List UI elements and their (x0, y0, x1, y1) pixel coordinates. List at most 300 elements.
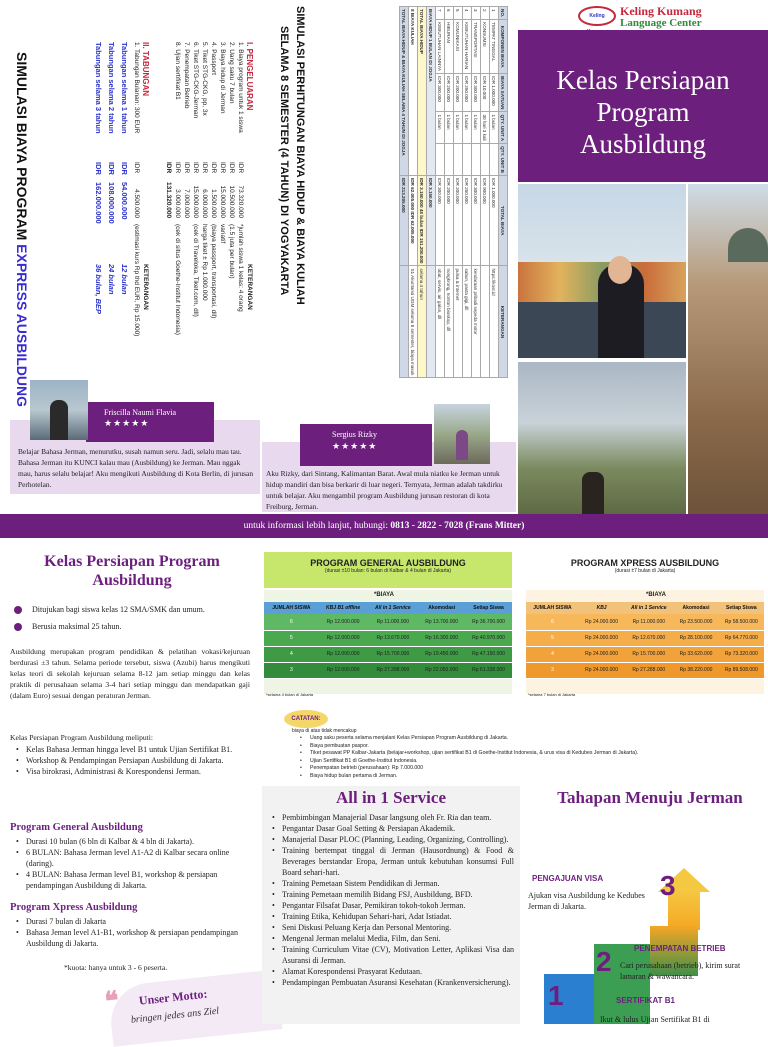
testimonial-text-1: Belajar Bahasa Jerman, menurutku, susah namun seru. Jadi, selalu mau tau. Bahasa Jerman itu KUNCI kalau mau (Ausbildung) ke Jerman. Mau nggak mau, harus selalu belajar! Aku mengikuti Ausbildung di Kota Berlin, di jurusan Perhotelan. (18, 447, 254, 489)
step-betrieb-title: PENEMPATAN BETRIEB (634, 944, 726, 953)
summary-amount: IDR 62.005.000 IDR 62.005.000 (409, 175, 418, 266)
living-cell: IDR 1.000.000 (490, 74, 499, 112)
general-program-heading: Program General Ausbildung (10, 822, 143, 833)
service-item: • Training Etika, Kehidupan Sehari-hari, Adat Istiadat. (270, 911, 514, 922)
table-row (526, 662, 764, 678)
service-item: • Pendampingan Pembuatan Asuransi Kesehatan (Krankenversicherung). (270, 977, 514, 988)
living-cell: nongkrong, nonton bioskop, dll (445, 266, 454, 378)
step-number-2: 2 (596, 946, 612, 977)
living-cell: 1 bulan (454, 112, 463, 144)
expense-currency: IDR (210, 162, 217, 174)
intro-title: Kelas Persiapan Program Ausbildung (44, 553, 220, 589)
savings-currency: IDR (107, 162, 116, 175)
fee-cell: Rp 12.000.000 (319, 646, 368, 662)
summary-label: 8 BIAYA KULIAH (409, 7, 418, 176)
fee-header-cell: All in 1 Service (624, 602, 673, 614)
fee-cell: Rp 58.500.000 (719, 614, 764, 630)
living-cell: kendaraan pribadi sepeda motor (472, 266, 481, 378)
savings-note: 36 bulan, BEP (94, 264, 103, 315)
living-cell: IDR 10.000 (481, 74, 490, 112)
living-cell: 1 bulan (436, 112, 445, 144)
testimonial-name-bar-1 (86, 402, 214, 442)
fee-cell: Rp 64.770.000 (719, 630, 764, 646)
expense-row (200, 42, 209, 374)
expense-label: 8. Ujian sertifikat B1 (174, 42, 181, 100)
testimonial-name-1: Friscilla Naumi Flavia (104, 408, 176, 417)
fee-cell: Rp 33.620.000 (673, 646, 718, 662)
living-cell: pulsa & internet (454, 266, 463, 378)
summary-note (427, 266, 436, 378)
savings-label: 1. Tabungan Bulanan: 300 EUR (133, 42, 140, 134)
table-row (454, 7, 463, 378)
motto-title: Unser Motto: (138, 986, 209, 1008)
testimonial-name-2: Sergius Rizky (332, 430, 377, 439)
service-item: • Training Curriculum Vitae (CV), Motivation Letter, Aplikasi Visa dan Asuransi di Jerman. (270, 944, 514, 966)
xpress-footnote: *selama 7 bulan di Jakarta (528, 692, 576, 697)
summary-note: selama 4 tahun (418, 266, 427, 378)
brand-subname: Language Center (620, 17, 702, 29)
living-cell: 7 (436, 7, 445, 20)
testimonial-photo-2 (434, 404, 490, 464)
fee-header-cell: Setiap Siswa (465, 602, 512, 614)
living-header-cell: QTY. UNIT A (499, 112, 508, 144)
general-list-item: • 4 BULAN: Bahasa Jerman level B1, workshop & persiapan pendampingan Ausbildung di Jakarta. (14, 869, 250, 891)
summary-label: TOTAL BIAYA HIDUP (418, 7, 427, 176)
expense-currency: IDR (201, 162, 208, 174)
expense-row (173, 42, 182, 374)
expense-note: (cek di Traveloka, Tiket.com, dll) (192, 224, 199, 317)
table-row (481, 7, 490, 378)
living-cell (454, 144, 463, 176)
service-item: • Pengantar Dasar Goal Setting & Persiapan Akademik. (270, 823, 514, 834)
fee-header-cell: Akomodasi (673, 602, 718, 614)
step-number-3: 3 (660, 870, 676, 901)
living-cell: TEMPAT TINGGAL (490, 20, 499, 74)
living-cell (481, 266, 490, 378)
intro-paragraph: Ausbildung merupakan program pendidikan & pelatihan vokasi/kejuruan berdurasi ±3 tahun. Selama periode tersebut, siswa (Azubi) harus mengikuti kelas teori di sekolah kejuruan selama 8-12 jam setiap minggu dan kelas praktik di perusahaan selama 3-4 hari setiap minggu dan mendapatkan gaji (dalam Euro) sesuai dengan peraturan Jerman. (10, 647, 250, 700)
fee-cell: Rp 13.700.000 (418, 614, 465, 630)
step-visa-title: PENGAJUAN VISA (532, 874, 604, 883)
living-cell: IDR 250.000 (463, 175, 472, 266)
rating-stars-2: ★★★★★ (332, 441, 378, 451)
contact-label: untuk informasi lebih lanjut, hubungi: (243, 521, 391, 531)
express-expense-table: I. PENGELUARAN KETERANGAN 1. Biaya program untuk 1 siswa IDR 73.320.000 *jumlah siswa 1 kelas: 4 orang 2. Uang saku 7 bulan IDR 10.500.000 (1.5 juta per bulan) 3. Biaya hidup di Jerman IDR 15.000.000 variatif 4. Passport IDR 1.500.000 (biaya passport, transportasi, dll) 5. Tiket STG-CKG, pp, 3x IDR 6.000.000 harga tiket ± Rp 1.000.000 6. Tiket STG-CKG-Jerman IDR 15.000.000 (cek di Traveloka, Tiket.com, dll) 7. Penempatan Betrieb IDR 7.000.000 8. Ujian sertifikat B1 IDR 3.000.000 (cek di situs Goethe-Institut Indonesia) IDR 131.320.000 II. TABUNGAN KETERANGAN 1. Tabungan Bulanan: 300 EUR IDR 4.500.000 (estimasi kurs Rp thd EUR, Rp 15.000) Tabungan selama 1 tahun IDR 54.000.000 12 bulan Tabungan selama 2 tahun IDR 108.000.000 24 bulan Tabungan selama 3 tahun IDR 162.000.000 36 bulan, BEP (92, 42, 254, 374)
xpress-biaya-label: *BIAYA (646, 592, 666, 598)
fee-header-cell: KBJ B1 offline (319, 602, 368, 614)
living-sim-title1: SIMULASI PERHITUNGAN BIAYA HIDUP & BIAYA KULIAH (294, 6, 306, 305)
fee-cell: Rp 23.500.000 (673, 614, 718, 630)
living-cell: KONSUMSI (481, 20, 490, 74)
express-simulation (8, 6, 266, 407)
catatan-item: • Penempatan betrieb (perusahaan): Rp 7.000.000 (298, 765, 758, 773)
fee-cell: Rp 27.288.000 (367, 662, 418, 678)
savings-amount: 54.000.000 (120, 182, 129, 220)
fee-cell: 4 (264, 646, 319, 662)
living-header-cell: KOMPONEN BIAYA (499, 20, 508, 74)
expense-amount: 15.000.000 (192, 185, 199, 218)
catatan-label: CATATAN: (284, 710, 328, 728)
park-photo (518, 362, 686, 514)
fee-cell: Rp 61.338.000 (465, 662, 512, 678)
savings-label: Tabungan selama 2 tahun (107, 42, 116, 134)
motto-text: bringen jedes ans Ziel (130, 1005, 220, 1026)
expense-amount: 3.000.000 (174, 189, 181, 218)
living-cell (481, 144, 490, 176)
living-cell: IDR 250.000 (463, 74, 472, 112)
expense-note: (biaya passport, transportasi, dll) (210, 224, 217, 319)
living-cell: IDR 200.000 (454, 175, 463, 266)
expense-note: (1.5 juta per bulan) (228, 224, 235, 279)
fee-cell: Rp 12.000.000 (319, 614, 368, 630)
catatan-item: • Uang saku peserta selama menjalani Kelas Persiapan Program Ausbildung di Jakarta. (298, 735, 758, 743)
living-cell: 1 bulan (490, 112, 499, 144)
fee-cell: Rp 19.450.000 (418, 646, 465, 662)
living-cell (445, 144, 454, 176)
fee-cell: Rp 15.700.000 (624, 646, 673, 662)
fee-cell: Rp 40.970.000 (465, 630, 512, 646)
service-item: • Pengantar Filsafat Dasar, Pemikiran tokoh-tokoh Jerman. (270, 900, 514, 911)
fee-cell: Rp 15.700.000 (367, 646, 418, 662)
catatan-list (298, 735, 758, 781)
summary-label: BIAYA HIDUP 1 BULAN DI JOGJA (427, 7, 436, 176)
table-row (400, 7, 409, 378)
logo-emblem: Keling (578, 6, 616, 26)
service-item: • Training Pemetaan memilih Bidang FSJ, Ausbildung, BFD. (270, 889, 514, 900)
living-cell: KOMUNIKASI (454, 20, 463, 74)
living-cell: 1 bulan (463, 112, 472, 144)
rating-stars-1: ★★★★★ (104, 418, 150, 428)
bullet-dot (14, 606, 22, 614)
living-cost-simulation (262, 6, 512, 406)
living-cell: IDR 300.000 (472, 175, 481, 266)
city-photo (518, 184, 686, 358)
expense-row (227, 42, 236, 374)
table-row (264, 630, 512, 646)
expense-label: 2. Uang saku 7 bulan (228, 42, 235, 104)
step-b1-text: Ikut & lulus Ujian Sertifikat B1 di (600, 1015, 710, 1024)
fee-cell: Rp 24.000.000 (579, 614, 624, 630)
living-cell: IDR 200.000 (445, 175, 454, 266)
fee-cell: Rp 11.000.000 (367, 614, 418, 630)
expense-label: 3. Biaya hidup di Jerman (219, 42, 226, 114)
step-b1-title: SERTIFIKAT B1 (616, 996, 675, 1005)
expense-label: 4. Passport (210, 42, 217, 75)
fee-cell: 5 (264, 630, 319, 646)
expense-amount: 15.000.000 (219, 185, 226, 218)
intro-list-item: • Workshop & Pendampingan Persiapan Ausbildung di Jakarta. (14, 755, 250, 766)
xpress-program-title: PROGRAM XPRESS AUSBILDUNG (570, 558, 720, 568)
expense-row (191, 42, 200, 374)
table-row (418, 7, 427, 378)
fee-cell: 4 (526, 646, 579, 662)
savings-row (92, 42, 105, 374)
living-cell: IDR 200.000 (454, 74, 463, 112)
living-cell: sabun, pasta gigi, dll (463, 266, 472, 378)
general-program-card (264, 552, 512, 702)
table-row (526, 646, 764, 662)
step-number-1: 1 (548, 980, 564, 1011)
savings-amount: 4.500.000 (133, 189, 140, 218)
expense-currency: IDR (174, 162, 181, 174)
table-row (463, 7, 472, 378)
quote-icon: ❝ (103, 986, 121, 1017)
xpress-fee-table (526, 602, 764, 679)
xpress-program-heading: Program Xpress Ausbildung (10, 902, 138, 913)
expense-currency: IDR (192, 162, 199, 174)
catatan-intro: biaya di atas tidak mencakup (292, 728, 357, 734)
living-sim-title2: SELAMA 8 SEMESTER (4 TAHUN) DI YOGYAKARTA (278, 26, 290, 296)
all-in-1-card (262, 786, 520, 1024)
living-cell: TRANSPORTASI (472, 20, 481, 74)
expense-row (236, 42, 245, 374)
fee-cell: Rp 16.300.000 (418, 630, 465, 646)
expense-amount: 7.000.000 (183, 189, 190, 218)
savings-row (118, 42, 131, 374)
catatan-box (264, 708, 768, 786)
expense-amount: 10.500.000 (228, 185, 235, 218)
general-program-title: PROGRAM GENERAL AUSBILDUNG (310, 558, 466, 568)
living-cell: 2 (481, 7, 490, 20)
expense-row (209, 42, 218, 374)
living-cell: IDR 1.000.000 (490, 175, 499, 266)
fee-header-cell: KBJ (579, 602, 624, 614)
table-row (264, 614, 512, 630)
living-cell: KEBUTUHAN LAINNYA (436, 20, 445, 74)
summary-label: TOTAL BIAYA HIDUP & BIAYA KULIAH SELAMA 4 TAHUN DI JOGJA (400, 7, 409, 176)
general-list-item: • Durasi 10 bulan (6 bln di Kalbar & 4 bln di Jakarta). (14, 836, 250, 847)
living-cell (472, 144, 481, 176)
contact-phone[interactable]: 0813 - 2822 - 7028 (Frans Mitter) (390, 521, 525, 531)
general-biaya-label: *BIAYA (374, 592, 394, 598)
fee-header-cell: JUMLAH SISWA (526, 602, 579, 614)
living-cell: 4 (463, 7, 472, 20)
savings-label: Tabungan selama 3 tahun (94, 42, 103, 134)
expense-currency: IDR (219, 162, 226, 174)
service-item: • Alamat Korespondensi Prasyarat Kedutaan. (270, 966, 514, 977)
living-header-cell: KETERANGAN (499, 266, 508, 378)
xpress-program-card (526, 552, 764, 702)
fee-cell: Rp 47.150.000 (465, 646, 512, 662)
fee-cell: Rp 13.670.000 (367, 630, 418, 646)
living-cell: 3 (472, 7, 481, 20)
all-in-1-title: All in 1 Service (335, 788, 446, 807)
living-cell: 5 (454, 7, 463, 20)
savings-label: Tabungan selama 1 tahun (120, 42, 129, 134)
fee-cell: Rp 22.050.000 (418, 662, 465, 678)
living-cell: IDR 300.000 (472, 74, 481, 112)
living-cell (490, 144, 499, 176)
fee-cell: Rp 28.100.000 (673, 630, 718, 646)
cathedral-photo (688, 184, 768, 514)
brand-name: Keling Kumang (620, 4, 702, 18)
savings-currency: IDR (133, 162, 140, 174)
intro-bullet-1: Ditujukan bagi siswa kelas 12 SMA/SMK dan umum. (32, 605, 205, 614)
catatan-item: • Biaya hidup bulan pertama di Jerman. (298, 773, 758, 781)
living-cell: IDR 200.000 (445, 74, 454, 112)
fee-cell: Rp 73.320.000 (719, 646, 764, 662)
fee-cell: Rp 38.220.000 (673, 662, 718, 678)
savings-note: 12 bulan (120, 264, 129, 295)
steps-panel (520, 786, 768, 1024)
fee-cell: Rp 12.000.000 (319, 662, 368, 678)
living-cell (436, 144, 445, 176)
general-list-item: • 6 BULAN: Bahasa Jerman level A1-A2 di Kalbar secara online (daring). (14, 847, 250, 869)
fee-cell: 3 (264, 662, 319, 678)
living-cell: IDR 300.000 (436, 74, 445, 112)
table-row (409, 7, 418, 378)
expense-amount: 6.000.000 (201, 189, 208, 218)
logo (578, 4, 768, 30)
fee-cell: Rp 12.670.000 (624, 630, 673, 646)
catatan-item: • Biaya pembuatan paspor. (298, 743, 758, 751)
fee-cell: Rp 12.000.000 (319, 630, 368, 646)
intro-bullet-2: Berusia maksimal 25 tahun. (32, 622, 122, 631)
fee-cell: Rp 24.000.000 (579, 630, 624, 646)
living-cell: 1 bulan (472, 112, 481, 144)
fee-header-cell: JUMLAH SISWA (264, 602, 319, 614)
living-cell: KEBUTUHAN HARIAN (463, 20, 472, 74)
expense-label: 6. Tiket STG-CKG-Jerman (192, 42, 199, 119)
expense-row (218, 42, 227, 374)
fee-cell: Rp 11.000.000 (624, 614, 673, 630)
service-item: • Seni Diskusi Peluang Kerja dan Personal Mentoring. (270, 922, 514, 933)
summary-amount: IDR 3.150.000 48 bulan IDR 151.200.000 (418, 175, 427, 266)
expense-note: harga tiket ± Rp 1.000.000 (201, 224, 208, 301)
table-row (427, 7, 436, 378)
step-visa-text: Ajukan visa Ausbildung ke Kedubes Jerman di Jakarta. (528, 891, 645, 911)
expense-currency: IDR (228, 162, 235, 174)
fee-cell: 6 (264, 614, 319, 630)
intro-list-item: • Visa birokrasi, Administrasi & Korespondensi Jerman. (14, 766, 250, 777)
living-header-cell: QTY. UNIT B (499, 144, 508, 176)
xpress-program-subtitle: (durasi ±7 bulan di Jakarta) (614, 568, 676, 574)
service-item: • Training Pemetaan Sistem Pendidikan di Jerman. (270, 878, 514, 889)
general-program-subtitle: (durasi ±10 bulan: 6 bulan di Kalbar & 4 bulan di Jakarta) (324, 568, 452, 574)
general-program-list (14, 836, 250, 891)
living-cell: 1 bulan (445, 112, 454, 144)
cover-title: Kelas Persiapan Program Ausbildung (556, 65, 730, 159)
fee-header-cell: All in 1 Service (367, 602, 418, 614)
testimonial-text-2: Aku Rizky, dari Sintang, Kalimantan Barat. Awal mula niatku ke Jerman untuk hidup mandiri dan bisa berkarir di luar negeri. Ternyata, Jerman adalah takdirku untuk belajar. Aku mengambil program Ausbildung jurusan restoran di kota Freiburg, Jerman. (266, 469, 503, 511)
step-betrieb-text: Cari perusahaan (betrieb), kirim surat lamaran & wawancara. (620, 961, 741, 981)
fee-header-cell: Akomodasi (418, 602, 465, 614)
express-sim-title: SIMULASI BIAYA PROGRAM EXPRESS AUSBILDUNG (14, 52, 30, 407)
summary-note: S1 Akuntansi UGM selama 8 semester, biaya masuk (409, 266, 418, 378)
general-footnote: *selama 4 bulan di Jakarta (266, 692, 314, 697)
xpress-list-item: • Bahasa Jeman level A1-B1, workshop & persiapan pendampingan Ausbildung di Jakarta. (14, 927, 250, 949)
living-cell: 6 (445, 7, 454, 20)
fee-cell: Rp 24.000.000 (579, 646, 624, 662)
expense-row (182, 42, 191, 374)
living-header-cell: BIAYA SATUAN (499, 74, 508, 112)
savings-amount: 162.000.000 (94, 182, 103, 224)
expense-currency: IDR (237, 162, 244, 174)
expense-amount: 73.320.000 (237, 185, 244, 218)
living-cell: obat, servis, air galon, dll (436, 266, 445, 378)
living-cost-table (399, 6, 508, 378)
living-cell: 30 hari 3 kali (481, 112, 490, 144)
table-row (264, 662, 512, 678)
xpress-list-item: • Durasi 7 bulan di Jakarta (14, 916, 250, 927)
fee-cell: 5 (526, 630, 579, 646)
table-row (526, 630, 764, 646)
savings-amount: 108.000.000 (107, 182, 116, 224)
service-item: • Training bertempat tinggal di Jerman (Hausordnung) & Food & Beverages berstandar Eropa, Jerman untuk kebutuhan konsumsi Full Board sehari-hari. (270, 845, 514, 878)
expense-note: (cek di situs Goethe-Institut Indonesia) (174, 224, 181, 335)
living-header-cell: TOTAL BIAYA (499, 175, 508, 266)
catatan-item: • Tiket pesawat PP Kalbar-Jakarta (belajar+workshop, ujian sertifikat B1 di Goethe-Institut Indonesia, & urus visa di Kedubes Jerman di Jakarta). (298, 750, 758, 758)
expense-note: *jumlah siswa 1 kelas: 4 orang (237, 224, 244, 312)
living-cell: https://kost.id (490, 266, 499, 378)
fee-cell: Rp 24.000.000 (579, 662, 624, 678)
cover-title-box (518, 30, 768, 182)
expense-note: variatif (219, 224, 226, 244)
intro-list (14, 744, 250, 777)
summary-amount: IDR 3.150.000 (427, 175, 436, 266)
table-row (445, 7, 454, 378)
table-row (472, 7, 481, 378)
table-row (526, 614, 764, 630)
savings-row (105, 42, 118, 374)
fee-cell: Rp 36.700.000 (465, 614, 512, 630)
fee-cell: Rp 89.508.000 (719, 662, 764, 678)
summary-amount: IDR 213.205.000 (400, 175, 409, 266)
xpress-program-list (14, 916, 250, 949)
expense-label: 1. Biaya program untuk 1 siswa (237, 42, 244, 133)
savings-currency: IDR (94, 162, 103, 175)
intro-list-item: • Kelas Bahasa Jerman hingga level B1 untuk Ujian Sertifikat B1. (14, 744, 250, 755)
living-cell: 1 (490, 7, 499, 20)
expense-note (182, 224, 191, 374)
steps-title: Tahapan Menuju Jerman (557, 788, 743, 807)
living-header-cell: NO. (499, 7, 508, 20)
service-item: • Manajerial Dasar PLOC (Planning, Leading, Organizing, Controlling). (270, 834, 514, 845)
living-cell: IDR 300.000 (436, 175, 445, 266)
all-in-1-list (270, 812, 514, 988)
fee-header-cell: Setiap Siswa (719, 602, 764, 614)
table-row (490, 7, 499, 378)
living-cell (463, 144, 472, 176)
catatan-item: • Ujian Sertifikat B1 di Goethe-Institut Indonesia. (298, 758, 758, 766)
living-cell: IDR 900.000 (481, 175, 490, 266)
bullet-dot (14, 623, 22, 631)
testimonial-name-bar-2 (300, 424, 432, 466)
intro-column (0, 538, 262, 1024)
savings-row (131, 42, 141, 374)
contact-bar (0, 514, 768, 538)
expense-label: 5. Tiket STG-CKG, pp, 3x (201, 42, 208, 116)
quota-note: *kuota: hanya untuk 3 - 6 peserta. (64, 963, 168, 972)
savings-note: (estimasi kurs Rp thd EUR, Rp 15.000) (133, 224, 140, 337)
service-item: • Mengenal Jerman melalui Media, Film, dan Seni. (270, 933, 514, 944)
expense-label: 7. Penempatan Betrieb (183, 42, 190, 109)
general-fee-table (264, 602, 512, 679)
table-row (436, 7, 445, 378)
savings-currency: IDR (120, 162, 129, 175)
expense-currency: IDR (183, 162, 190, 174)
fee-cell: 6 (526, 614, 579, 630)
intro-includes: Kelas Persiapan Program Ausbildung meliputi: (10, 733, 153, 742)
savings-note: 24 bulan (107, 264, 116, 295)
testimonial-photo-1 (30, 380, 88, 440)
fee-cell: 3 (526, 662, 579, 678)
living-cell: HIBURAN (445, 20, 454, 74)
table-row (264, 646, 512, 662)
fee-cell: Rp 27.288.000 (624, 662, 673, 678)
service-item: • Pembimbingan Manajerial Dasar langsung oleh Fr. Ria dan team. (270, 812, 514, 823)
expense-amount: 1.500.000 (210, 189, 217, 218)
summary-note (400, 266, 409, 378)
